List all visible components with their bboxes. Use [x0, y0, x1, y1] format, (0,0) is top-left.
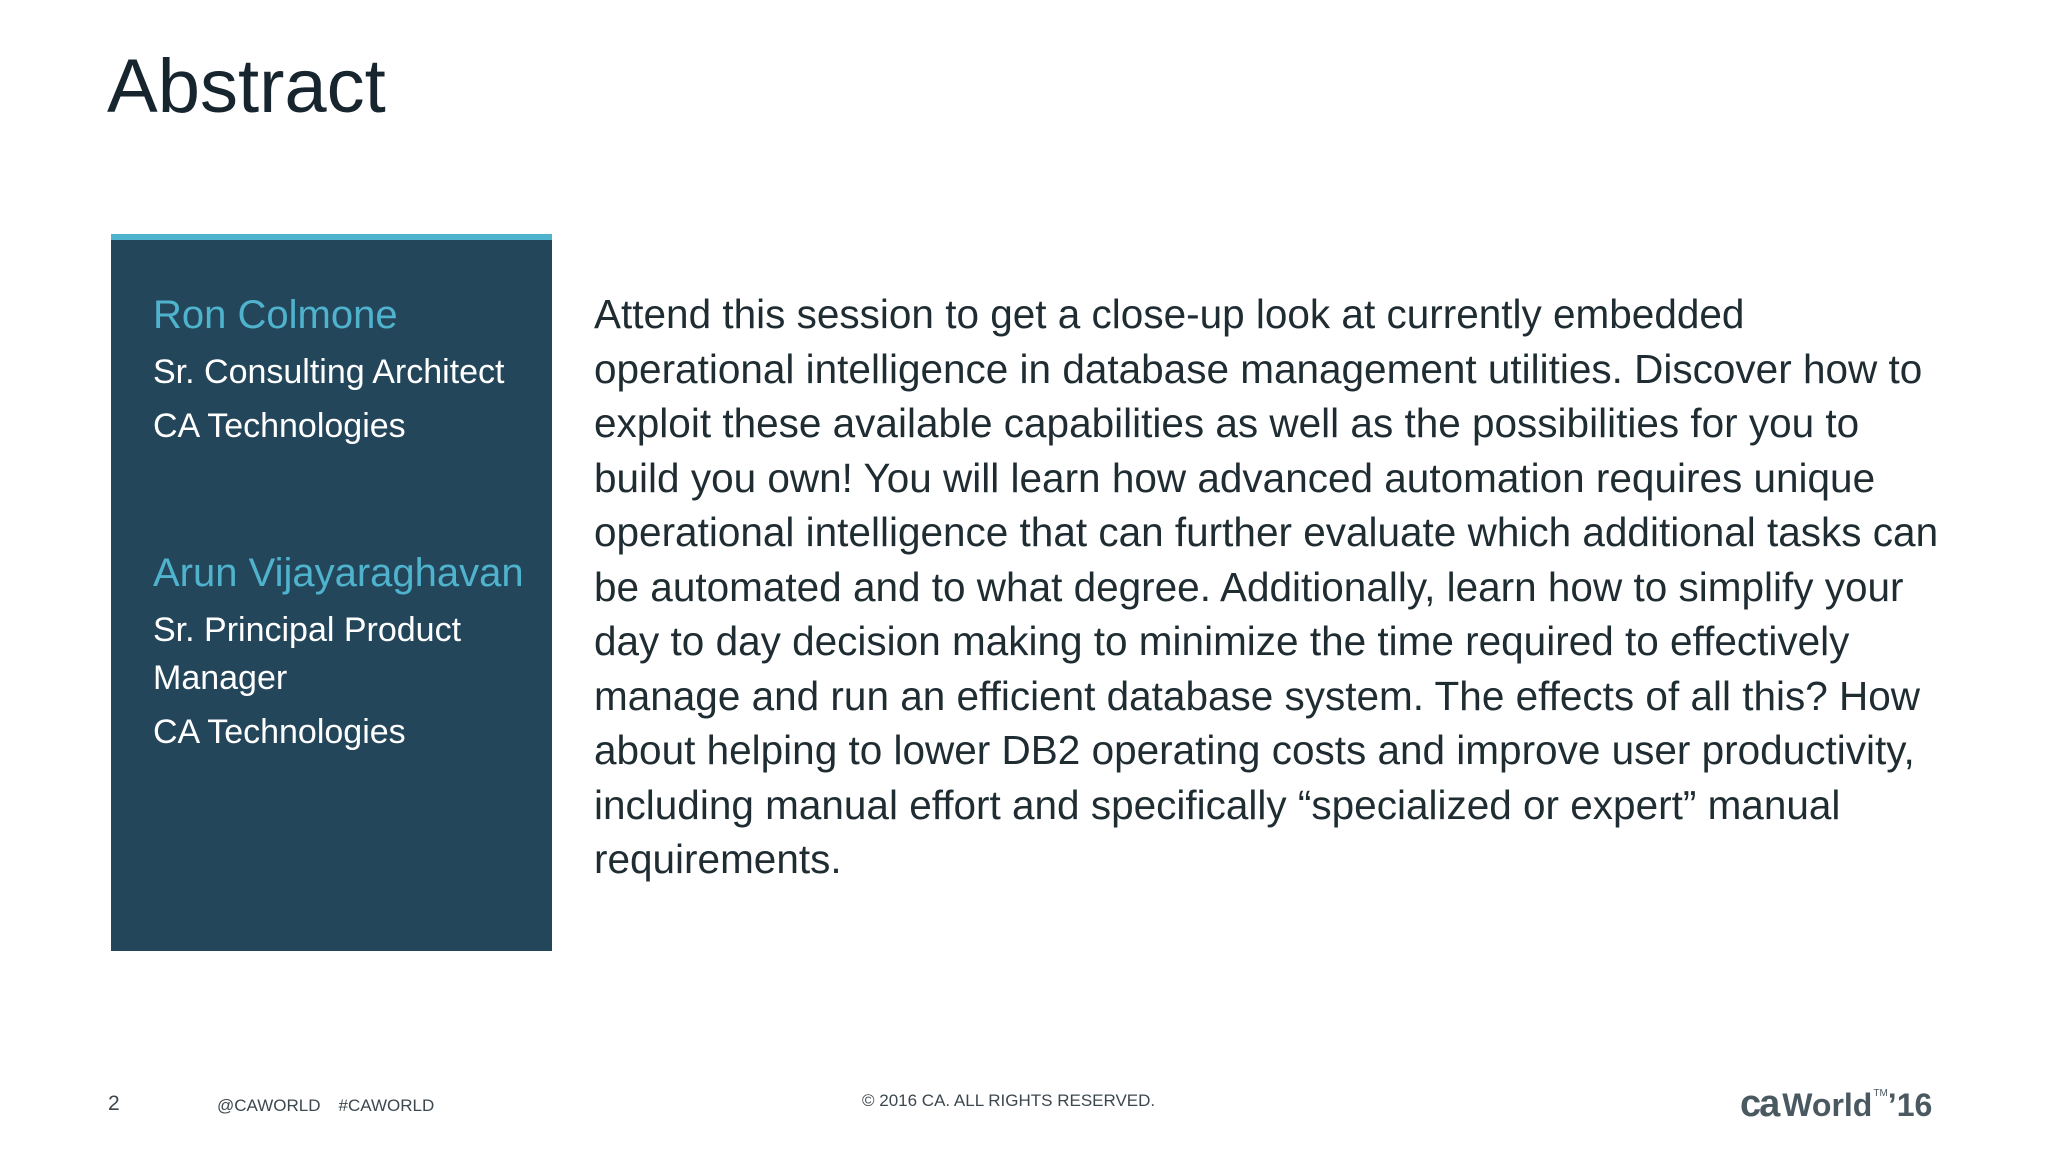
copyright-notice: © 2016 CA. ALL RIGHTS RESERVED. [862, 1091, 1156, 1110]
speaker-2 [153, 548, 552, 756]
logo-ca-mark: ca [1740, 1083, 1779, 1125]
speaker-company: CA Technologies [153, 407, 406, 445]
speaker-name: Arun Vijayaraghavan [153, 551, 524, 595]
logo-year: ’16 [1887, 1087, 1933, 1123]
speaker-name: Ron Colmone [153, 293, 398, 337]
speaker-company: CA Technologies [153, 713, 406, 751]
speaker-1 [153, 290, 552, 450]
speaker-panel [111, 234, 552, 951]
speaker-role: Sr. Principal Product Manager [153, 611, 462, 697]
logo-world-text: World [1782, 1087, 1873, 1123]
logo-trademark: TM [1873, 1088, 1888, 1099]
speaker-role: Sr. Consulting Architect [153, 353, 505, 391]
abstract-text: Attend this session to get a close-up look at currently embedded operational intelligence in database management utilities. Discover how to exploit these available capabilities as well as the possibilities for you to build you own! You will learn how advanced automation requires unique operational intelligence that can further evaluate which additional tasks can be automated and to what degree. Additionally, learn how to simplify your day to day decision making to minimize the time required to effectively manage and run an efficient database system. The effects of all this? How about helping to lower DB2 operating costs and improve user productivity, including manual effort and specifically “specialized or expert” manual requirements. [594, 291, 1939, 882]
ca-world-logo [1740, 1084, 1932, 1124]
hashtag: #CAWORLD [338, 1096, 435, 1115]
page-title: Abstract [107, 44, 386, 129]
social-handles [217, 1095, 434, 1117]
slide-number: 2 [108, 1092, 120, 1115]
twitter-handle: @CAWORLD [217, 1096, 321, 1115]
